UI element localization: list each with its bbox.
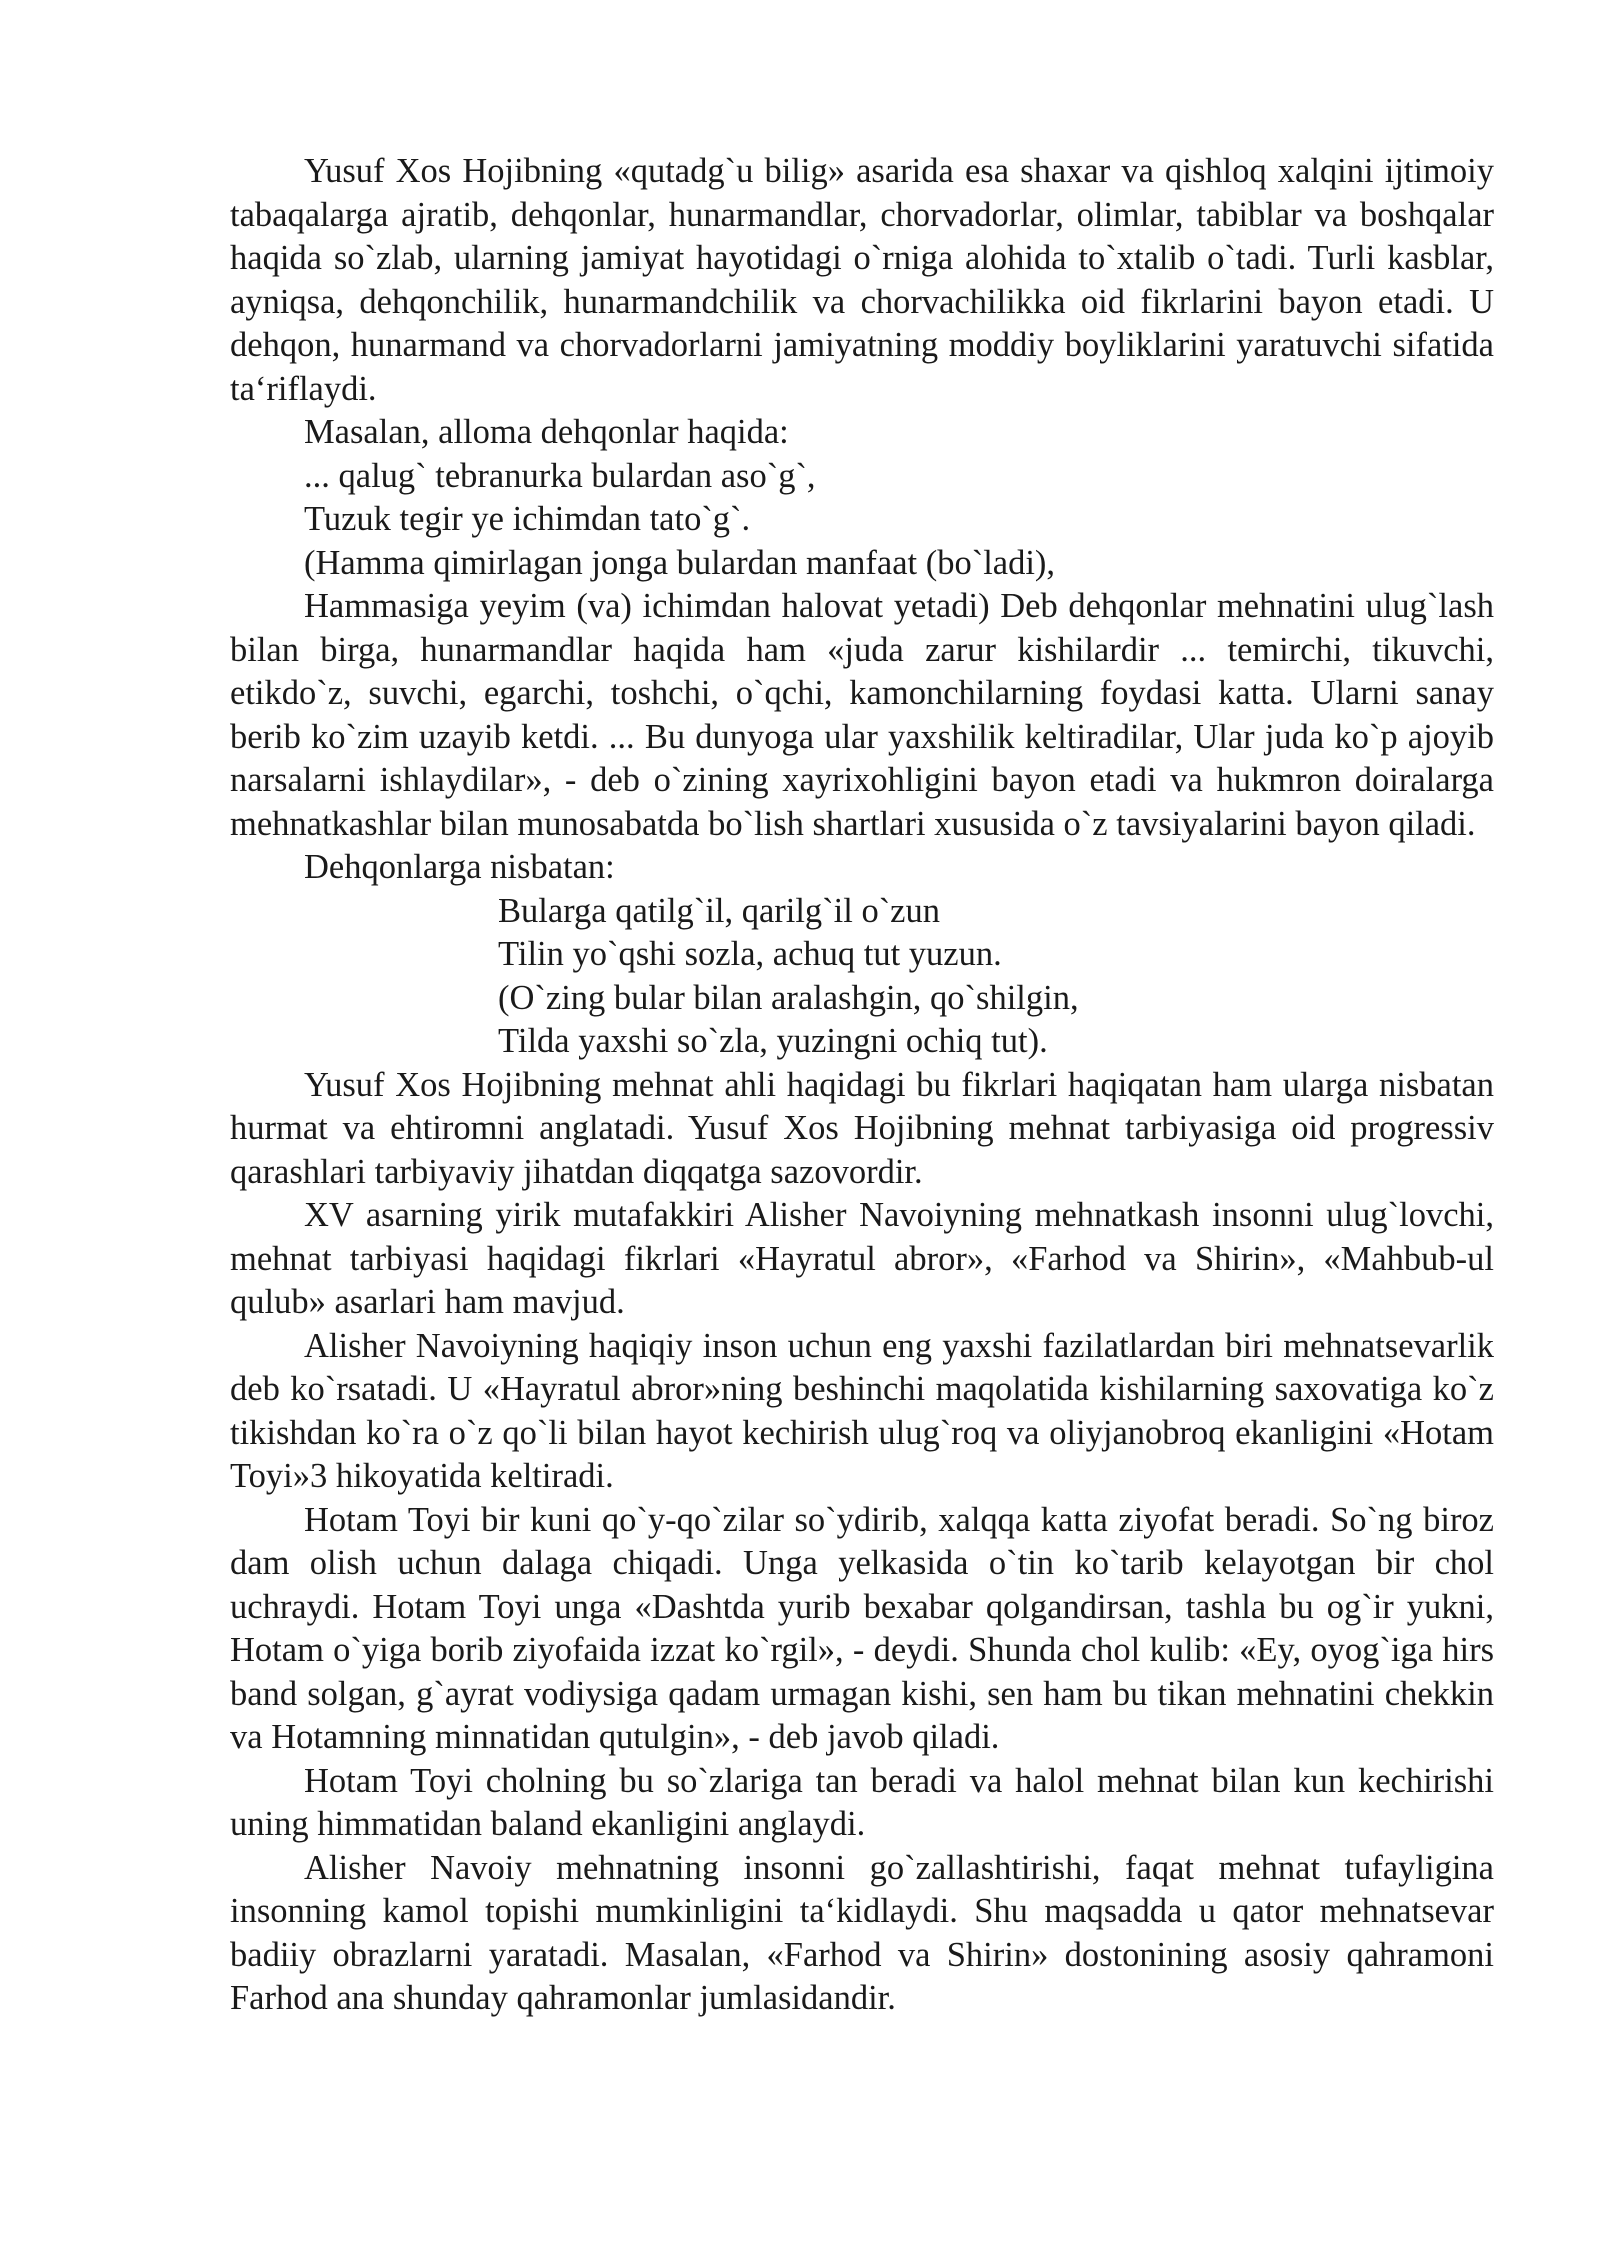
verse-line-2: Tilin yo`qshi sozla, achuq tut yuzun.: [498, 935, 1002, 973]
line-quote-3: (Hamma qimirlagan jonga bulardan manfaat (bo`ladi),: [304, 543, 1056, 582]
verse-line-4: Tilda yaxshi so`zla, yuzingni ochiq tut).: [498, 1022, 1048, 1060]
paragraph-hotam-conclusion: Hotam Toyi cholning bu so`zlariga tan beradi va halol mehnat bilan kun kechirishi uning himmatidan baland ekanligini anglaydi.: [230, 1761, 1494, 1843]
line-dehqonlarga: Dehqonlarga nisbatan:: [304, 848, 615, 886]
line-masalan: Masalan, alloma dehqonlar haqida:: [304, 413, 789, 451]
verse-line-3: (O`zing bular bilan aralashgin, qo`shilgin,: [498, 978, 1079, 1017]
verse-line-1: Bularga qatilg`il, qarilg`il o`zun: [498, 891, 940, 930]
paragraph-hunarmandlar: Hammasiga yeyim (va) ichimdan halovat yetadi) Deb dehqonlar mehnatini ulug`lash bilan birga, hunarmandlar haqida ham «juda zarur kishilardir ... temirchi, tikuvchi, etikdo`z, suvchi, egarchi, toshchi, o`qchi, kamonchilarning foydasi katta. Ularni sanay berib ko`zim uzayib ketdi. ... Bu dunyoga ular yaxshilik keltiradilar, Ular juda ko`p ajoyib narsalarni ishlaydilar», - deb o`zining xayrixohligini bayon etadi va hukmron doiralarga mehnatkashlar bilan munosabatda bo`lish shartlari xususida o`z tavsiyalarini bayon qiladi.: [230, 587, 1494, 843]
paragraph-hurmat: Yusuf Xos Hojibning mehnat ahli haqidagi bu fikrlari haqiqatan ham ularga nisbatan hurmat va ehtiromni anglatadi. Yusuf Xos Hojibning mehnat tarbiyasiga oid progressiv qarashlari tarbiyaviy jihatdan diqqatga sazovordir.: [230, 1065, 1494, 1191]
paragraph-hotam-story: Hotam Toyi bir kuni qo`y-qo`zilar so`ydirib, xalqqa katta ziyofat beradi. So`ng biroz dam olish uchun dalaga chiqadi. Unga yelkasida o`tin ko`tarib kelayotgan bir chol uchraydi. Hotam Toyi unga «Dashtda yurib bexabar qolgandirsan, tashla bu og`ir yukni, Hotam o`yiga borib ziyofaida izzat ko`rgil», - deydi. Shunda chol kulib: «Ey, oyog`iga hirs band solgan, g`ayrat vodiysiga qadam urmagan kishi, sen ham bu tikan mehnatini chekkin va Hotamning minnatidan qutulgin», - deb javob qiladi.: [230, 1500, 1494, 1756]
line-quote-1: ... qalug` tebranurka bulardan aso`g`,: [304, 456, 816, 495]
paragraph-farhod: Alisher Navoiy mehnatning insonni go`zallashtirishi, faqat mehnat tufayligina insonning kamol topishi mumkinligini ta‘kidlaydi. Shu maqsadda u qator mehnatsevar badiiy obrazlarni yaratadi. Masalan, «Farhod va Shirin» dostonining asosiy qahramoni Farhod ana shunday qahramonlar jumlasidandir.: [230, 1848, 1494, 2017]
document-page: [230, 150, 1494, 2021]
paragraph-yusuf-intro: Yusuf Xos Hojibning «qutadg`u bilig» asarida esa shaxar va qishloq xalqini ijtimoiy tabaqalarga ajratib, dehqonlar, hunarmandlar, chorvadorlar, olimlar, tabiblar va boshqalar haqida so`zlab, ularning jamiyat hayotidagi o`rniga alohida to`xtalib o`tadi. Turli kasblar, ayniqsa, dehqonchilik, hunarmandchilik va chorvachilikka oid fikrlarini bayon etadi. U dehqon, hunarmand va chorvadorlarni jamiyatning moddiy boyliklarini yaratuvchi sifatida ta‘riflaydi.: [230, 152, 1494, 408]
line-quote-2: Tuzuk tegir ye ichimdan tato`g`.: [304, 500, 751, 538]
paragraph-mehnatsevarlik: Alisher Navoiyning haqiqiy inson uchun eng yaxshi fazilatlardan biri mehnatsevarlik deb ko`rsatadi. U «Hayratul abror»ning beshinchi maqolatida kishilarning saxovatiga ko`z tikishdan ko`ra o`z qo`li bilan hayot kechirish ulug`roq va oliyjanobroq ekanligini «Hotam Toyi»3 hikoyatida keltiradi.: [230, 1326, 1494, 1495]
paragraph-navoiy-intro: XV asarning yirik mutafakkiri Alisher Navoiyning mehnatkash insonni ulug`lovchi, mehnat tarbiyasi haqidagi fikrlari «Hayratul abror», «Farhod va Shirin», «Mahbub-ul qulub» asarlari ham mavjud.: [230, 1196, 1494, 1321]
